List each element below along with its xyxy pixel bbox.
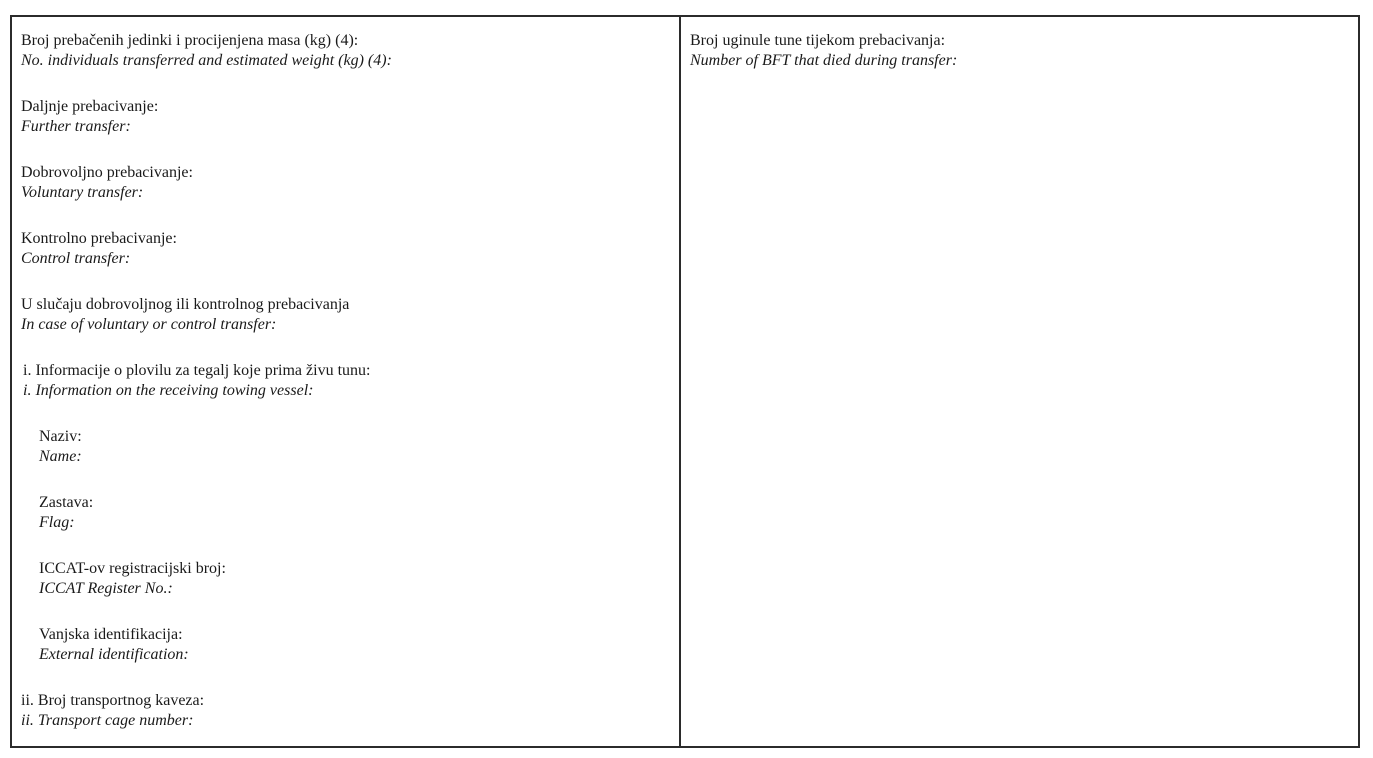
label-hr: Naziv: [39,428,82,445]
field-vessel-flag [21,493,679,533]
label-hr: Vanjska identifikacija: [39,626,183,643]
label-hr: ii. Broj transportnog kaveza: [21,692,205,709]
field-voluntary-transfer [21,163,679,203]
label-hr: Broj prebačenih jedinki i procijenjena masa (kg) (4): [21,32,359,49]
field-receiving-towing-vessel [21,361,679,401]
label-en: Number of BFT that died during transfer: [690,52,958,69]
field-voluntary-or-control-case [21,295,679,335]
field-transport-cage-number [21,691,679,731]
label-hr: Zastava: [39,494,94,511]
label-en: In case of voluntary or control transfer: [21,316,277,333]
left-column [12,17,681,746]
label-en: Control transfer: [21,250,131,267]
label-en: i. Information on the receiving towing vessel: [23,382,314,399]
field-further-transfer [21,97,679,137]
label-hr: Kontrolno prebacivanje: [21,230,177,247]
right-column [681,17,1358,746]
label-hr: U slučaju dobrovoljnog ili kontrolnog prebacivanja [21,296,350,313]
label-en: Name: [39,448,82,465]
field-vessel-name [21,427,679,467]
label-hr: i. Informacije o plovilu za tegalj koje prima živu tunu: [23,362,371,379]
label-hr: ICCAT-ov registracijski broj: [39,560,226,577]
label-en: No. individuals transferred and estimated weight (kg) (4): [21,52,392,69]
label-hr: Dobrovoljno prebacivanje: [21,164,193,181]
field-control-transfer [21,229,679,269]
transfer-form-table [10,15,1360,748]
label-hr: Broj uginule tune tijekom prebacivanja: [690,32,946,49]
label-hr: Daljnje prebacivanje: [21,98,159,115]
label-en: Further transfer: [21,118,131,135]
label-en: ii. Transport cage number: [21,712,194,729]
label-en: Voluntary transfer: [21,184,144,201]
field-individuals-transferred [21,31,679,71]
field-external-identification [21,625,679,665]
label-en: Flag: [39,514,75,531]
label-en: External identification: [39,646,189,663]
label-en: ICCAT Register No.: [39,580,173,597]
field-iccat-register-no [21,559,679,599]
field-bft-died-during-transfer [690,31,1358,71]
